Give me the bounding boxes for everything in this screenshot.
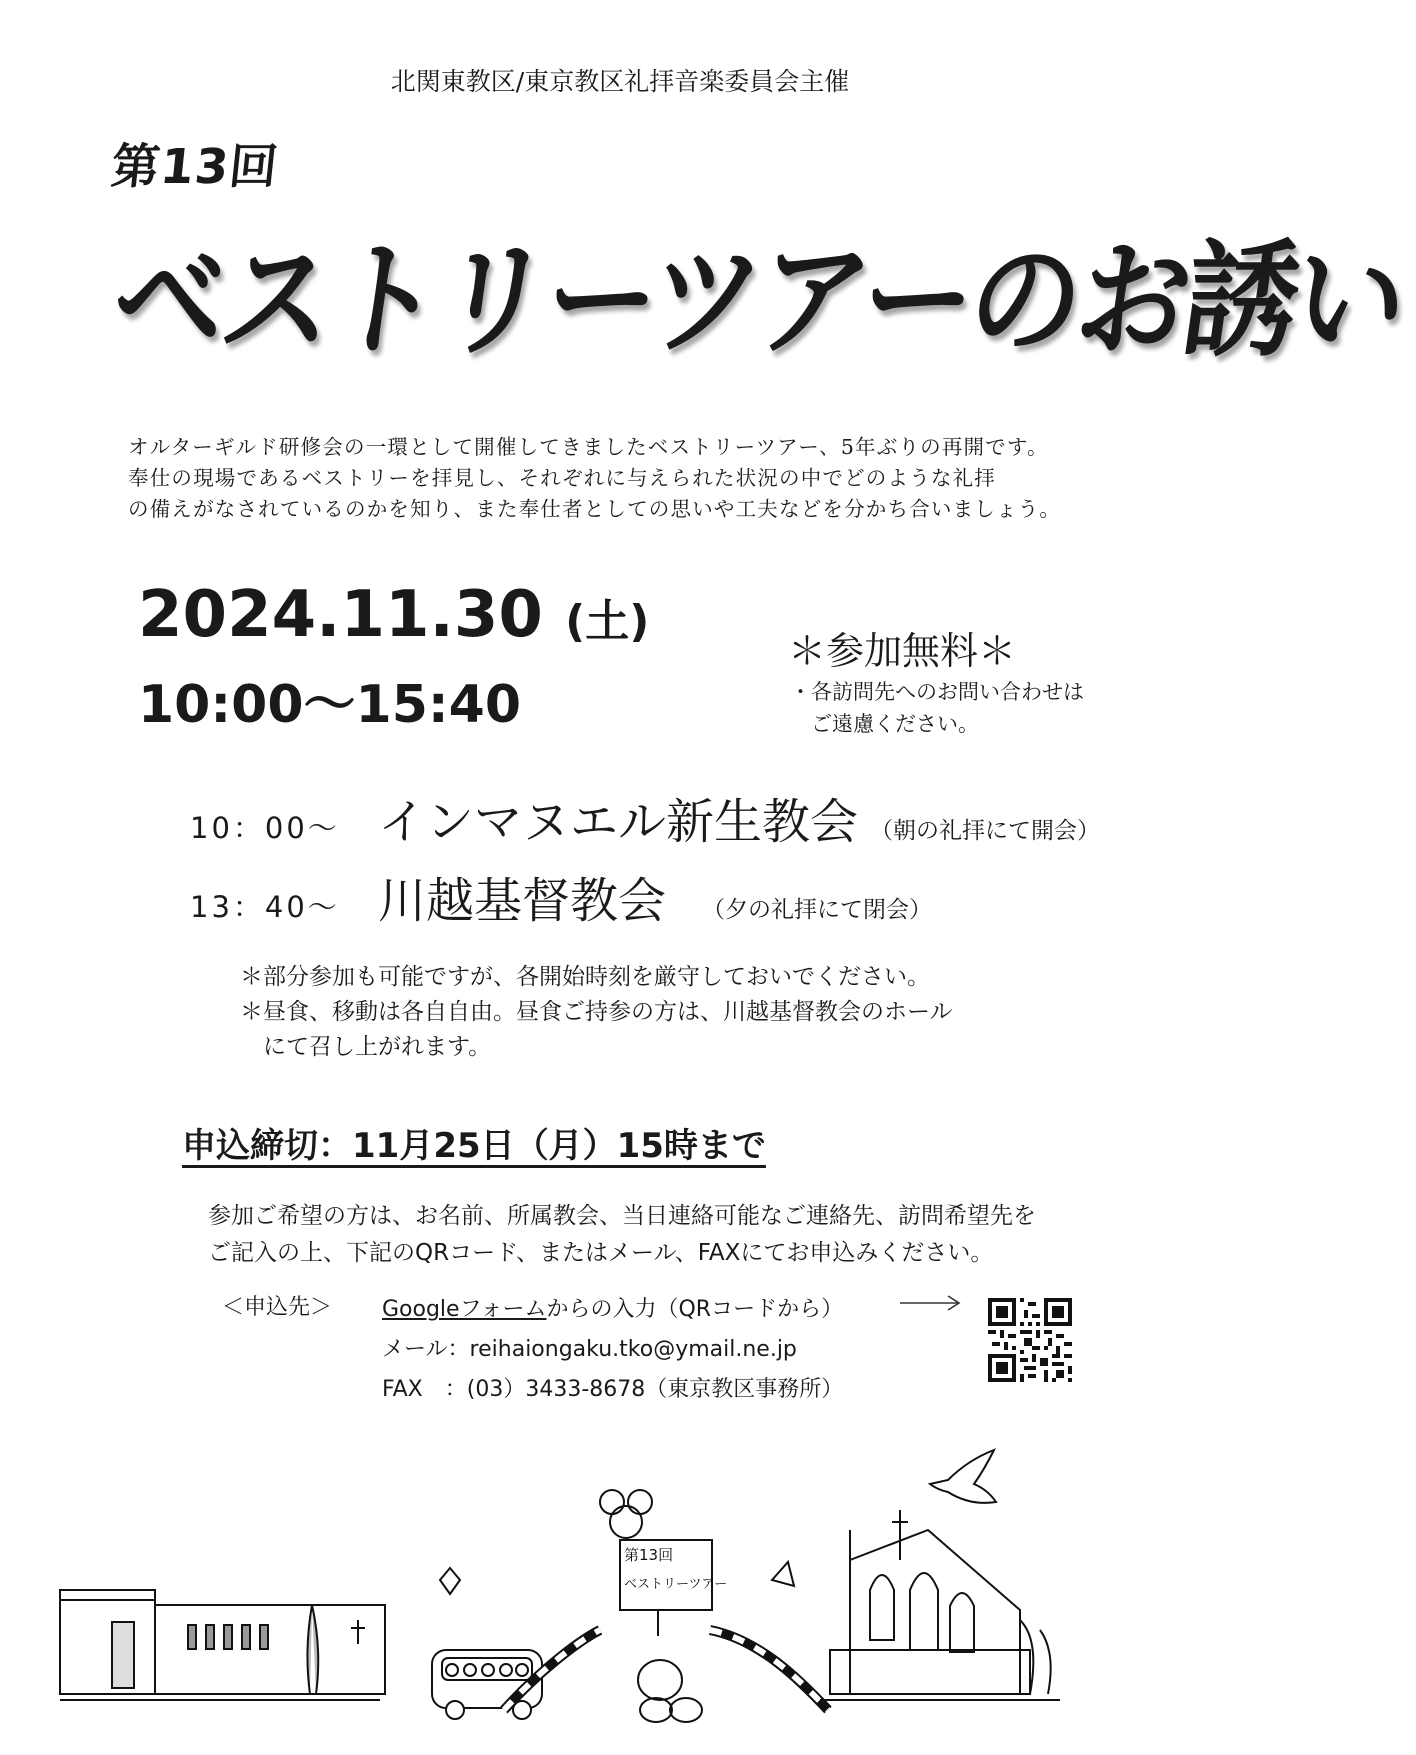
edition-label: 第13回 [108, 139, 282, 195]
note-line: にて召し上がれます。 [240, 1034, 492, 1060]
sign-text-line2: ベストリーツアー [624, 1577, 728, 1592]
schedule-note: （朝の礼拝にて開会） [870, 818, 1101, 844]
event-date-value: 2024.11.30 [138, 578, 543, 652]
google-form-link[interactable]: Googleフォーム [382, 1297, 547, 1322]
schedule-time: 13：40〜 [190, 890, 340, 924]
note-line: ＊部分参加も可能ですが、各開始時刻を厳守しておいでください。 [240, 964, 930, 990]
schedule-venue: インマヌエル新生教会 [378, 794, 859, 850]
schedule-time: 10：00〜 [190, 811, 340, 845]
deadline-heading: 申込締切：11月25日（月）15時まで [182, 1126, 766, 1166]
fee-note-line: ・各訪問先へのお問い合わせは [790, 680, 1084, 704]
google-form-text: からの入力（QRコードから） [546, 1297, 844, 1322]
fee-label: ＊参加無料＊ [788, 629, 1017, 673]
event-weekday: (土) [565, 596, 650, 647]
illustration [60, 1410, 1180, 1730]
qr-code-icon[interactable] [988, 1298, 1072, 1382]
left-church-drawing [60, 1590, 385, 1700]
mail-line: メール：reihaiongaku.tko@ymail.ne.jp [382, 1337, 797, 1362]
intro-paragraph [128, 432, 1128, 525]
organizer-line: 北関東教区/東京教区礼拝音楽委員会主催 [390, 67, 850, 96]
contact-label: ＜申込先＞ [222, 1295, 333, 1320]
event-time: 10:00〜15:40 [138, 675, 522, 735]
apply-line: ご記入の上、下記のQRコード、またはメール、FAXにてお申込みください。 [208, 1240, 994, 1266]
ginkgo-leaf-icon [772, 1562, 794, 1586]
right-church-drawing [820, 1510, 1060, 1700]
maple-leaf-icon [440, 1568, 460, 1594]
apply-line: 参加ご希望の方は、お名前、所属教会、当日連絡可能なご連絡先、訪問希望先を [208, 1203, 1036, 1229]
fee-note [790, 676, 1084, 740]
schedule-venue: 川越基督教会 [378, 873, 667, 929]
schedule-note: （夕の礼拝にて閉会） [702, 897, 933, 923]
contact-list [382, 1290, 843, 1410]
notes-list [240, 960, 953, 1065]
schedule-item [190, 783, 1100, 852]
arrow-right-icon [898, 1292, 962, 1314]
page-title: ベストリーツアーのお誘い [103, 228, 1413, 374]
dove-drawing [930, 1450, 996, 1503]
fax-line: FAX ：(03）3433-8678（東京教区事務所） [382, 1377, 844, 1402]
fee-note-line: ご遠慮ください。 [790, 712, 979, 736]
event-date [138, 578, 649, 652]
intro-line: オルターギルド研修会の一環として開催してきましたベストリーツアー、5年ぶりの再開です。 [128, 435, 1049, 459]
note-line: ＊昼食、移動は各自自由。昼食ご持参の方は、川越基督教会のホール [240, 999, 953, 1025]
google-form-line [382, 1290, 843, 1330]
schedule-item [190, 862, 932, 931]
apply-instructions [208, 1198, 1036, 1272]
intro-line: 奉仕の現場であるベストリーを拝見し、それぞれに与えられた状況の中でどのような礼拝 [128, 466, 996, 490]
sign-text-line1: 第13回 [624, 1546, 674, 1564]
intro-line: の備えがなされているのかを知り、また奉仕者としての思いや工夫などを分かち合いましょう。 [128, 497, 1062, 521]
